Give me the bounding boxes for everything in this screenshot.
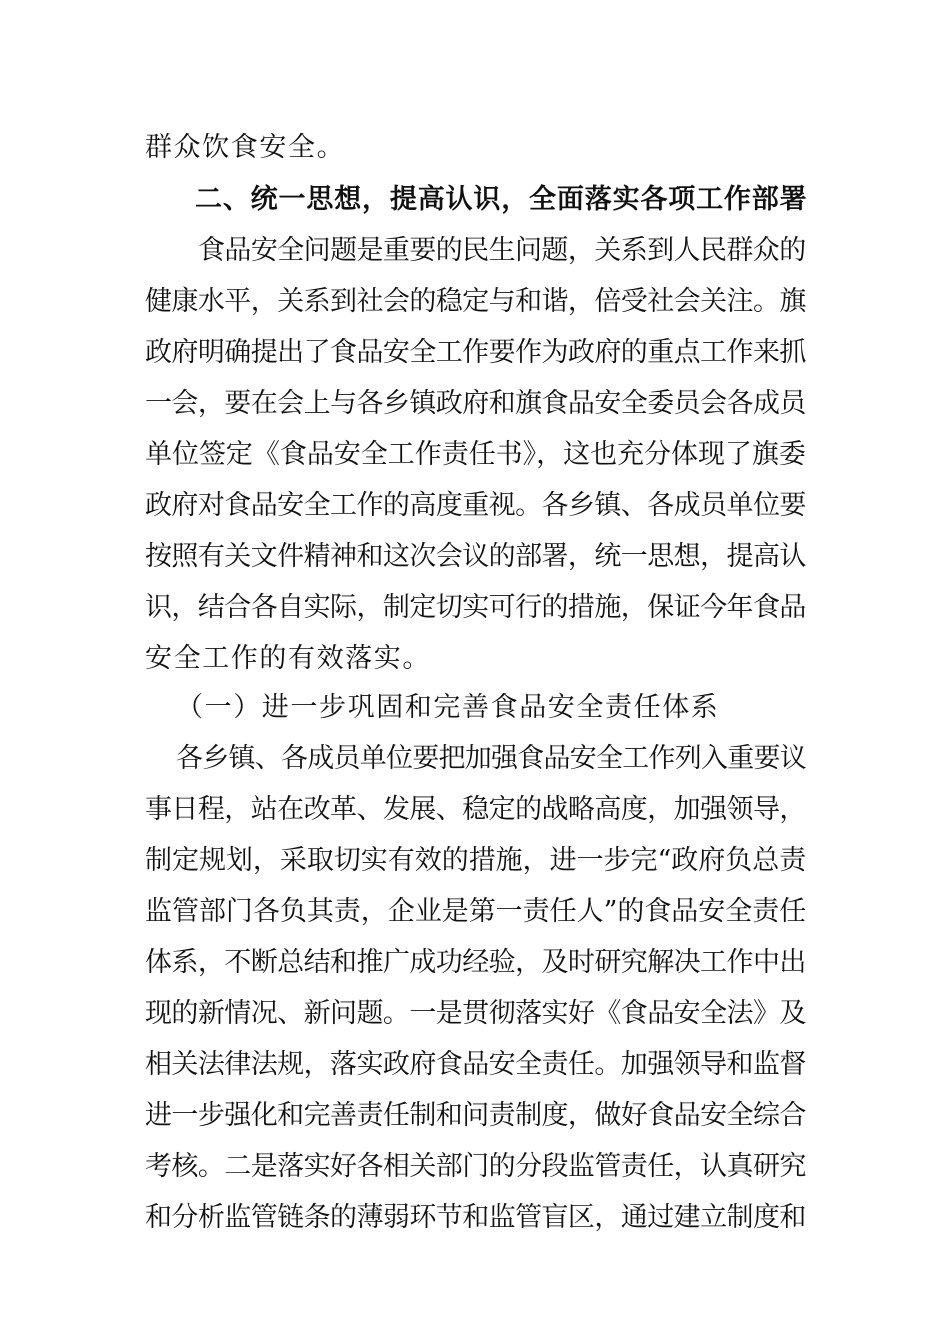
paragraph-line: 相关法律法规，落实政府食品安全责任。加强领导和监督 [145, 1049, 806, 1080]
paragraph-line: 各乡镇、各成员单位要把加强食品安全工作列入重要议 [176, 743, 807, 774]
paragraph-line: 识，结合各自实际，制定切实可行的措施，保证今年食品 [145, 592, 806, 623]
paragraph-line: 监管部门各负其责，企业是第一责任人”的食品安全责任 [145, 896, 807, 927]
paragraph-line: 现的新情况、新问题。一是贯彻落实好《食品安全法》及 [145, 998, 806, 1029]
paragraph-line: 考核。二是落实好各相关部门的分段监管责任，认真研究 [145, 1151, 806, 1182]
paragraph-line: 体系，不断总结和推广成功经验，及时研究解决工作中出 [145, 947, 806, 978]
paragraph-line: 单位签定《食品安全工作责任书》，这也充分体现了旗委 [145, 439, 806, 470]
paragraph-line: 一会，要在会上与各乡镇政府和旗食品安全委员会各成员 [145, 388, 806, 419]
paragraph-line: 安全工作的有效落实。 [145, 643, 431, 674]
paragraph-line: 制定规划，采取切实有效的措施，进一步完“政府负总责 [145, 845, 807, 876]
paragraph-line: 进一步强化和完善责任制和问责制度，做好食品安全综合 [145, 1100, 806, 1131]
subsection-heading: （一）进一步巩固和完善食品安全责任体系 [176, 692, 720, 723]
text-line: 群众饮食安全。 [145, 132, 346, 163]
paragraph-line: 政府明确提出了食品安全工作要作为政府的重点工作来抓 [145, 337, 806, 368]
paragraph-line: 和分析监管链条的薄弱环节和监管盲区，通过建立制度和 [145, 1202, 806, 1233]
paragraph-line: 政府对食品安全工作的高度重视。各乡镇、各成员单位要 [145, 490, 806, 521]
paragraph-line: 事日程，站在改革、发展、稳定的战略高度，加强领导， [145, 794, 806, 825]
paragraph-line: 健康水平，关系到社会的稳定与和谐，倍受社会关注。旗 [145, 286, 806, 317]
paragraph-line: 按照有关文件精神和这次会议的部署，统一思想，提高认 [145, 541, 806, 572]
paragraph-line: 食品安全问题是重要的民生问题，关系到人民群众的 [198, 235, 806, 266]
section-heading: 二、统一思想，提高认识，全面落实各项工作部署 [195, 184, 808, 215]
